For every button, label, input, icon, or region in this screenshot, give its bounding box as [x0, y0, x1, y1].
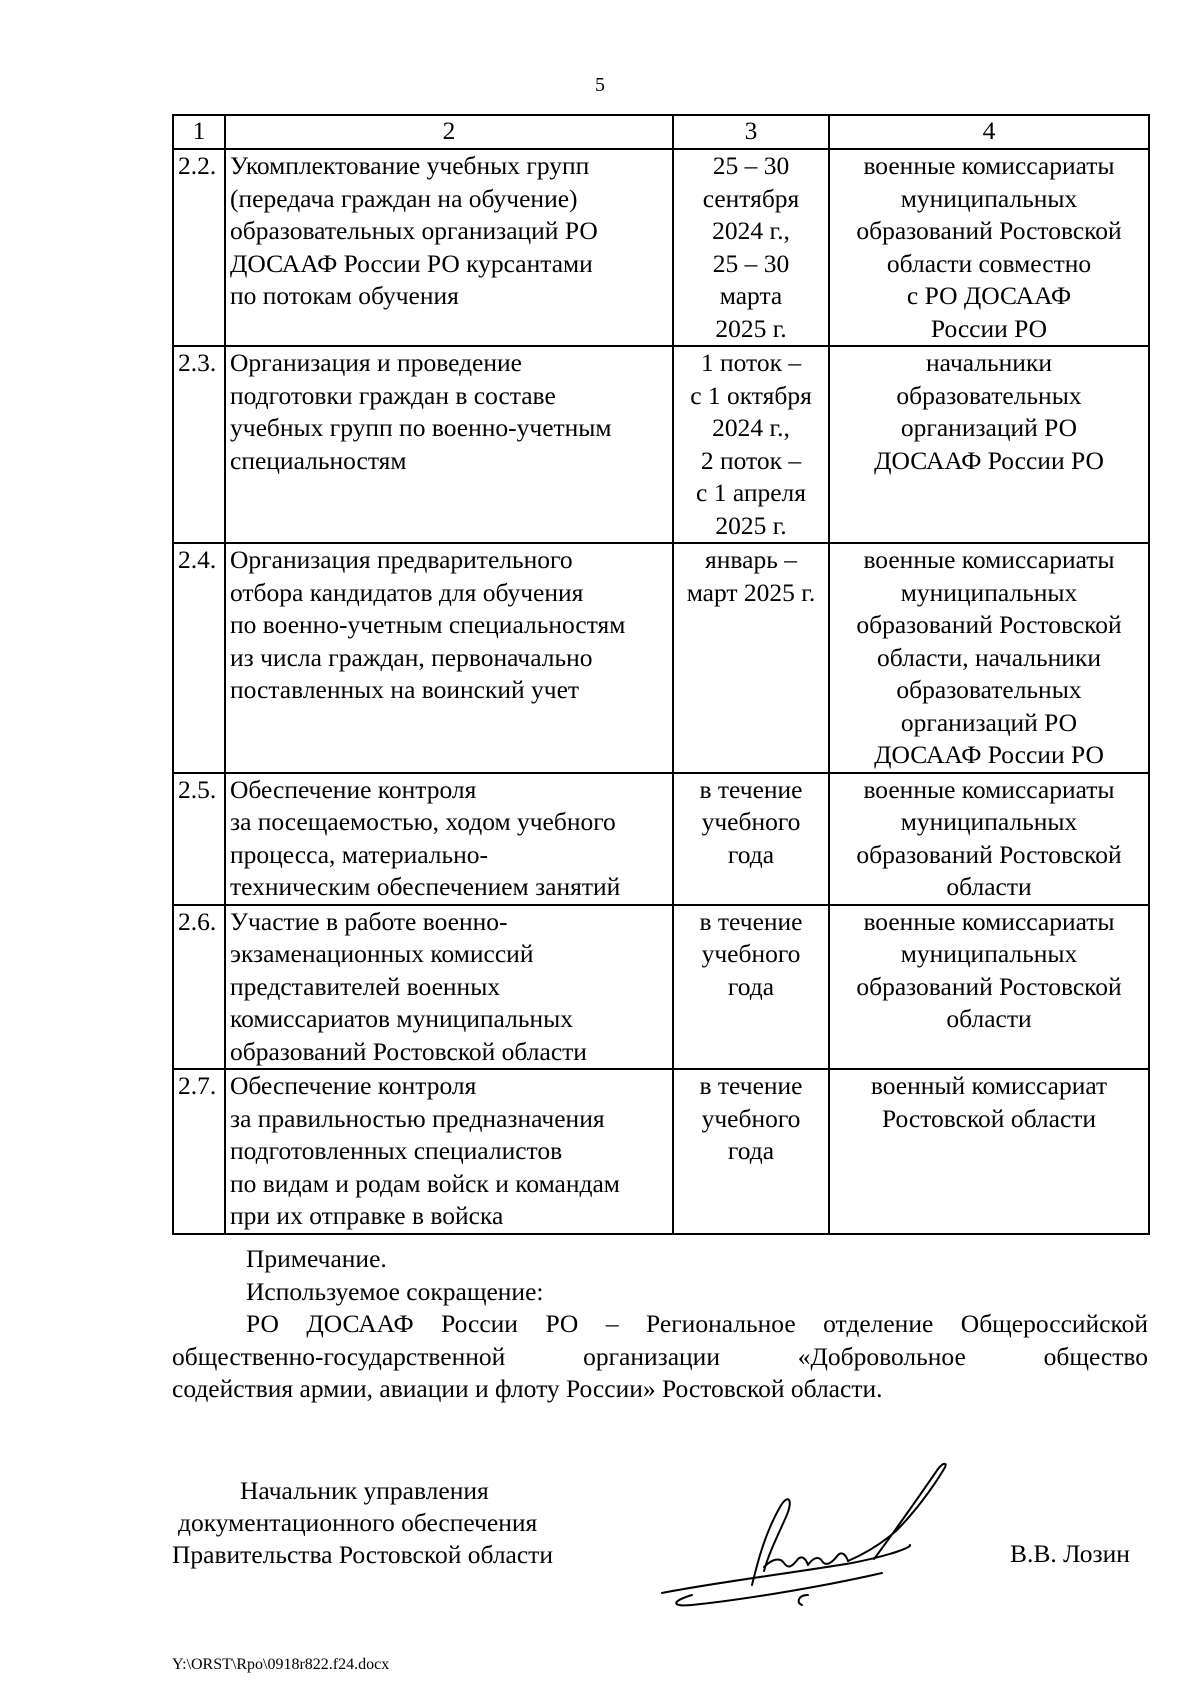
activity-date-line: с 1 апреля [696, 478, 806, 507]
activity-description-line: образований Ростовской области [230, 1036, 587, 1066]
activity-date [673, 543, 829, 773]
activity-description-line: экзаменационных комиссий [230, 939, 534, 968]
activity-date-line: учебного [701, 807, 801, 836]
responsible-party-line: области, начальники [877, 642, 1101, 672]
activity-description-line: представителей военных [230, 971, 501, 1001]
responsible-party [829, 346, 1149, 543]
activity-date [673, 149, 829, 346]
signer-position-line-2: документационного обеспечения [178, 1508, 538, 1537]
activity-description-line: (передача граждан на обучение) [230, 183, 578, 213]
activity-date-line: учебного [701, 939, 801, 968]
activity-date-line: в течение [699, 1071, 803, 1100]
activity-date-line: 2024 г., [712, 413, 790, 442]
table-row [173, 346, 1149, 543]
responsible-party-line: муниципальных [900, 577, 1078, 607]
activity-date-line: январь – [705, 545, 797, 574]
responsible-party-line: области [946, 1004, 1032, 1033]
activity-description-line: Организация и проведение [230, 348, 522, 377]
activity-description [225, 543, 673, 773]
activity-description-line: поставленных на воинский учет [230, 675, 580, 704]
responsible-party-line: военный комиссариат [870, 1071, 1108, 1100]
row-number: 2.6. [173, 905, 225, 1070]
activity-description-line: образовательных организаций РО [230, 216, 598, 245]
activity-date-line: с 1 октября [690, 380, 812, 410]
activity-description-line: Укомплектование учебных групп [230, 151, 590, 180]
activity-description-line: по видам и родам войск и командам [230, 1168, 620, 1198]
responsible-party-line: муниципальных [900, 939, 1078, 968]
activity-description [225, 149, 673, 346]
activity-description-line: Обеспечение контроля [230, 1071, 477, 1100]
responsible-party-line: образовательных [896, 675, 1082, 704]
activity-date-line: учебного [701, 1103, 801, 1133]
table-row [173, 1069, 1149, 1234]
responsible-party-line: ДОСААФ России РО [874, 445, 1104, 475]
activity-description-line: за правильностью предназначения [230, 1103, 605, 1133]
activity-description-line: за посещаемостью, ходом учебного [230, 807, 616, 836]
row-number: 2.3. [173, 346, 225, 543]
activity-date-line: 2025 г. [715, 313, 787, 343]
note-block [172, 1243, 1148, 1406]
table-body [173, 149, 1149, 1234]
activity-description [225, 1069, 673, 1234]
activity-description-line: учебных групп по военно-учетным [230, 413, 612, 442]
activity-description-line: подготовленных специалистов [230, 1136, 563, 1165]
note-text-line-3: содействия армии, авиации и флоту России» Ростовской области. [172, 1374, 883, 1403]
file-path: Y:\ORST\Rpo\0918r822.f24.docx [172, 1656, 390, 1673]
responsible-party-line: образовательных [896, 380, 1082, 410]
responsible-party-line: области [946, 872, 1032, 901]
responsible-party [829, 773, 1149, 905]
activity-description-line: Организация предварительного [230, 545, 573, 574]
signer-position [172, 1475, 672, 1571]
activity-description-line: процесса, материально- [230, 839, 489, 869]
responsible-party-line: начальники [926, 348, 1052, 377]
responsible-party-line: муниципальных [900, 183, 1078, 213]
responsible-party-line: России РО [930, 313, 1048, 343]
table-row [173, 149, 1149, 346]
responsible-party-line: Ростовской области [881, 1103, 1097, 1133]
activity-description-line: при их отправке в войска [230, 1201, 504, 1230]
responsible-party-line: области совместно [886, 248, 1092, 278]
activity-description [225, 905, 673, 1070]
responsible-party-line: военные комиссариаты [863, 151, 1115, 180]
row-number: 2.7. [173, 1069, 225, 1234]
responsible-party-line: образований Ростовской [856, 971, 1122, 1001]
activity-date-line: 25 – 30 [712, 151, 790, 180]
activity-date-line: сентября [702, 183, 800, 213]
activity-date-line: 25 – 30 [712, 248, 790, 278]
note-text-line-2: общественно-государственной организации «Добровольное общество [172, 1341, 1148, 1371]
activity-date-line: 2 поток – [700, 445, 802, 475]
responsible-party [829, 543, 1149, 773]
table-row [173, 905, 1149, 1070]
activity-date-line: года [727, 1136, 775, 1165]
activity-date [673, 1069, 829, 1234]
column-header-1: 1 [173, 115, 225, 149]
responsible-party-line: образований Ростовской [856, 839, 1122, 869]
activity-description-line: Обеспечение контроля [230, 774, 477, 804]
table-row [173, 543, 1149, 773]
activity-description-line: комиссариатов муниципальных [230, 1004, 573, 1033]
activity-date-line: года [727, 839, 775, 869]
activity-date-line: 2025 г. [715, 510, 787, 540]
activity-date-line: 2024 г., [712, 216, 790, 245]
note-text-line-1: РО ДОСААФ России РО – Региональное отделение Общероссийской [246, 1309, 1148, 1338]
activity-description-line: Участие в работе военно- [230, 906, 508, 936]
activity-date-line: в течение [699, 774, 803, 804]
activity-date-line: март 2025 г. [686, 577, 816, 607]
responsible-party-line: образований Ростовской [856, 216, 1122, 245]
plan-table [172, 114, 1150, 1235]
note-title: Примечание. [246, 1244, 387, 1273]
activity-description-line: по военно-учетным специальностям [230, 610, 626, 639]
activity-description-line: отбора кандидатов для обучения [230, 577, 584, 607]
responsible-party-line: военные комиссариаты [863, 545, 1115, 574]
column-header-3: 3 [673, 115, 829, 149]
responsible-party-line: военные комиссариаты [863, 774, 1115, 804]
responsible-party-line: ДОСААФ России РО [874, 740, 1104, 769]
handwritten-signature [652, 1455, 992, 1615]
activity-date-line: марта [719, 281, 783, 310]
page-number: 5 [595, 74, 605, 96]
activity-date [673, 773, 829, 905]
column-header-4: 4 [829, 115, 1149, 149]
activity-date-line: в течение [699, 906, 803, 936]
activity-date-line: 1 поток – [700, 348, 802, 377]
activity-description-line: техническим обеспечением занятий [230, 872, 621, 901]
table-header-row [173, 115, 1149, 149]
signer-name: В.В. Лозин [1010, 1539, 1130, 1568]
activity-description [225, 773, 673, 905]
responsible-party-line: организаций РО [900, 413, 1078, 442]
responsible-party-line: с РО ДОСААФ [906, 281, 1072, 310]
responsible-party-line: организаций РО [900, 707, 1078, 737]
note-subtitle: Используемое сокращение: [246, 1276, 544, 1306]
activity-description-line: из числа граждан, первоначально [230, 642, 593, 672]
activity-date [673, 346, 829, 543]
signer-position-line-1: Начальник управления [240, 1476, 489, 1505]
signer-position-line-3: Правительства Ростовской области [172, 1540, 553, 1569]
responsible-party [829, 1069, 1149, 1234]
row-number: 2.2. [173, 149, 225, 346]
column-header-2: 2 [225, 115, 673, 149]
activity-description-line: подготовки граждан в составе [230, 380, 556, 410]
activity-description-line: специальностям [230, 445, 407, 475]
responsible-party [829, 149, 1149, 346]
row-number: 2.5. [173, 773, 225, 905]
responsible-party-line: образований Ростовской [856, 610, 1122, 639]
activity-description-line: по потокам обучения [230, 281, 459, 310]
responsible-party [829, 905, 1149, 1070]
responsible-party-line: военные комиссариаты [863, 906, 1115, 936]
activity-date-line: года [727, 971, 775, 1001]
responsible-party-line: муниципальных [900, 807, 1078, 836]
activity-description-line: ДОСААФ России РО курсантами [230, 248, 593, 278]
row-number: 2.4. [173, 543, 225, 773]
table-row [173, 773, 1149, 905]
activity-description [225, 346, 673, 543]
activity-date [673, 905, 829, 1070]
